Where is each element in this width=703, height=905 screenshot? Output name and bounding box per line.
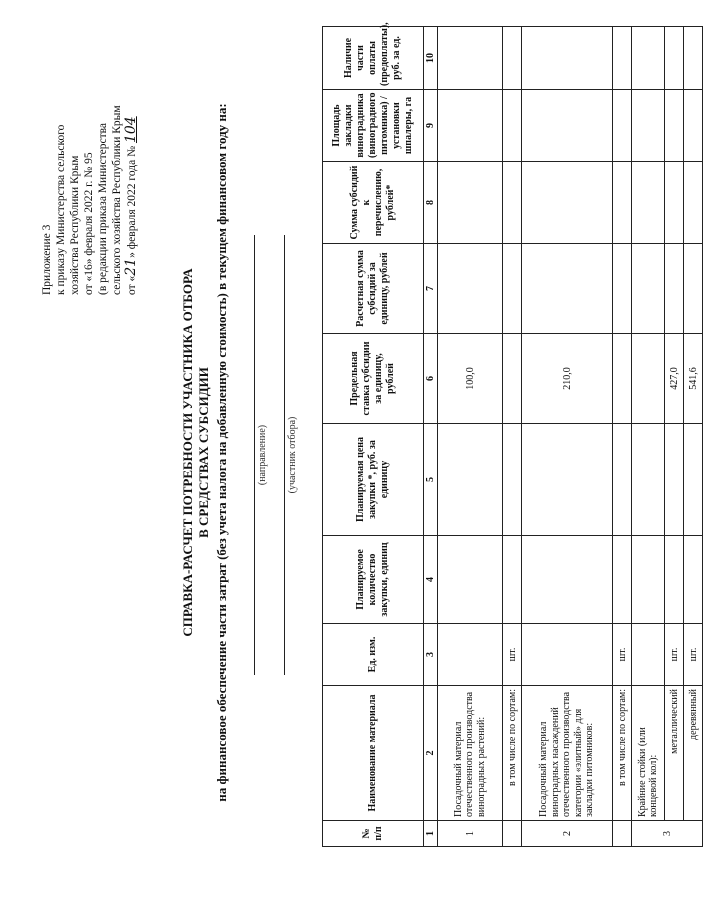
max-rate-value: 427,0 [665, 334, 684, 424]
table-header-row [323, 27, 424, 847]
document-purpose: на финансовое обеспечение части затрат (без учета налога на добавленную стоимость) в текущем финансовом году на: [214, 103, 229, 802]
appendix-line: от «16» февраля 2022 г. № 95 [83, 152, 95, 295]
table-row: в том числе по сортам: шт. [613, 27, 632, 847]
appendix-line: к приказу Министерства сельского [55, 124, 67, 295]
table-row: металлический шт. 427,0 [665, 27, 684, 847]
appendix-last-line: от «21» февраля 2022 года № 104 [123, 116, 139, 295]
header-quantity: Планируемое количество закупки, единиц [323, 536, 424, 624]
header-material: Наименование материала [323, 686, 424, 821]
table-row: 2 Посадочный материал виноградных насаждений отечественного производства категории «элитный» для закладки питомников: 210,0 [522, 27, 613, 847]
header-transfer-sum: Сумма субсидий к перечислению, рублей* [323, 162, 424, 244]
table-row: деревянный шт. 541,6 [684, 27, 703, 847]
header-area: Площадь закладки виноградника (виноградного питомника) / установки шпалеры, га [323, 90, 424, 162]
table-row: 1 Посадочный материал отечественного производства виноградных растений: 100,0 [438, 27, 503, 847]
appendix-line: хозяйства Республики Крым [69, 155, 81, 295]
header-price: Планируемая цена закупки *, руб. за единицу [323, 424, 424, 536]
appendix-line: (в редакции приказа Министерства [97, 122, 109, 295]
appendix-line: Приложение 3 [41, 224, 53, 295]
column-number-row: 1 2 3 4 5 6 7 8 9 10 [424, 27, 438, 847]
header-calc-sum: Расчетная сумма субсидий за единицу, рублей [323, 244, 424, 334]
appendix-block [40, 15, 139, 295]
handwritten-day: 21 [123, 257, 139, 276]
participant-caption: (участник отбора) [287, 416, 298, 494]
participant-line [284, 235, 285, 675]
max-rate-value: 541,6 [684, 334, 703, 424]
calculation-table [322, 22, 703, 847]
table-row: 3 Крайние стойки (или концевой кол): [632, 27, 665, 847]
header-unit: Ед. изм. [323, 624, 424, 686]
direction-caption: (направление) [257, 424, 268, 486]
max-rate-value: 210,0 [522, 334, 613, 424]
appendix-line: сельского хозяйства Республики Крым [111, 105, 123, 295]
header-num: № п/п [323, 821, 424, 847]
max-rate-value: 100,0 [438, 334, 503, 424]
handwritten-number: 104 [123, 116, 139, 144]
table-row: в том числе по сортам: шт. [503, 27, 522, 847]
header-prepayment: Наличие части оплаты (предоплаты), руб. за ед. [323, 27, 424, 90]
document-title: СПРАВКА-РАСЧЕТ ПОТРЕБНОСТИ УЧАСТНИКА ОТБОРА [180, 268, 195, 637]
header-max-rate: Предельная ставка субсидии за единицу, рублей [323, 334, 424, 424]
document-subtitle: В СРЕДСТВАХ СУБСИДИИ [196, 367, 211, 538]
direction-line [254, 235, 255, 675]
